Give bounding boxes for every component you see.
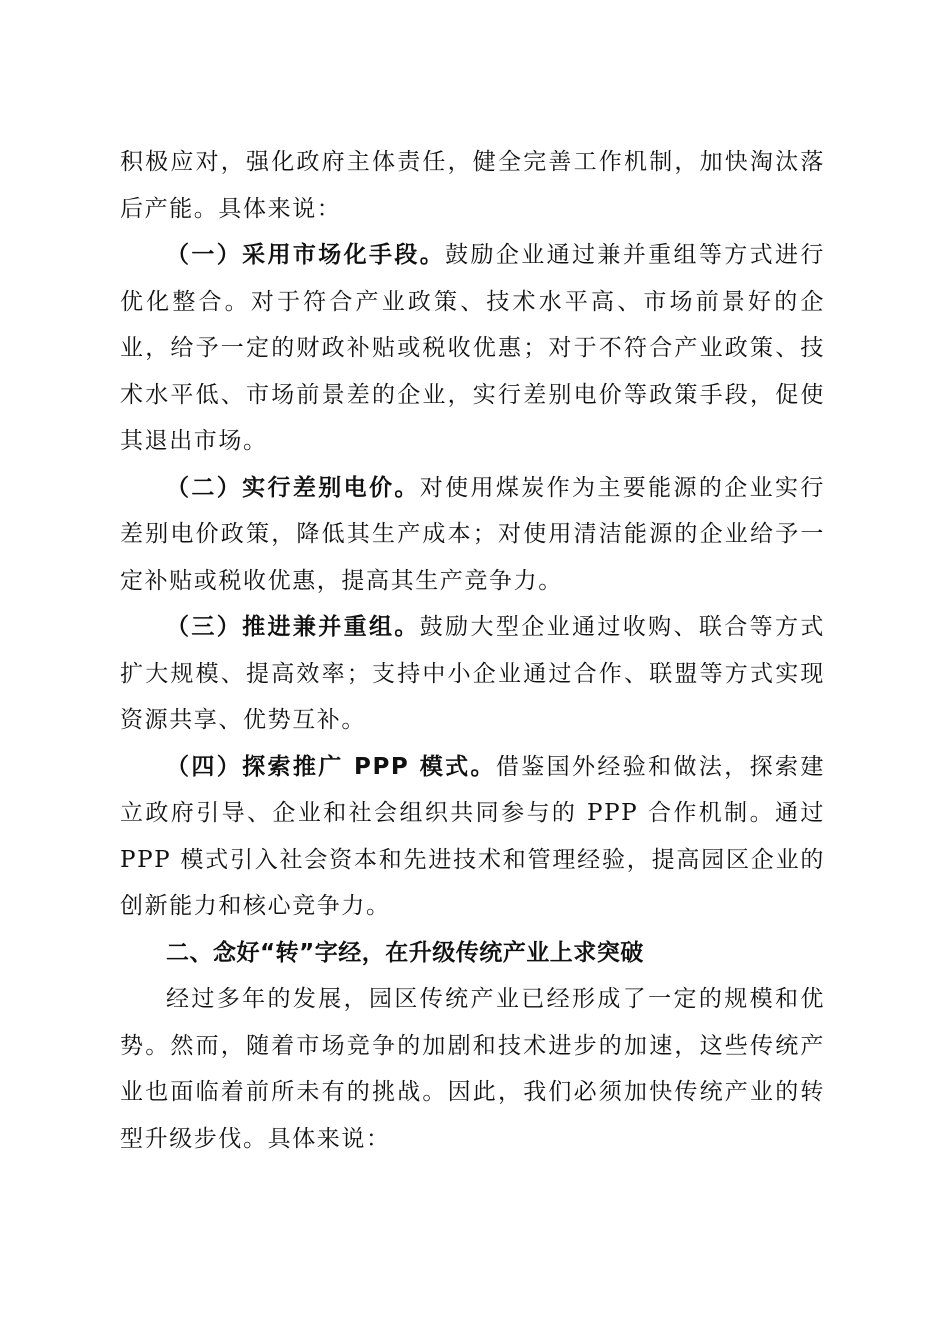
intro-paragraph: 积极应对，强化政府主体责任，健全完善工作机制，加快淘汰落后产能。具体来说： xyxy=(120,149,825,222)
item-heading-2: （二）实行差别电价。 xyxy=(166,474,420,501)
item-body-1: 鼓励企业通过兼并重组等方式进行优化整合。对于符合产业政策、技术水平高、市场前景好的企业，给予一定的财政补贴或税收优惠；对于不符合产业政策、技术水平低、市场前景差的企业，实行差别电价等政策手段，促使其退出市场。 xyxy=(120,242,825,454)
item-body-4: 借鉴国外经验和做法，探索建立政府引导、企业和社会组织共同参与的 PPP 合作机制。通过 PPP 模式引入社会资本和先进技术和管理经验，提高园区企业的创新能力和核心竞争力。 xyxy=(120,753,825,919)
item-paragraph-1 xyxy=(120,232,825,465)
item-paragraph-4 xyxy=(120,744,825,930)
section-heading: 二、念好“转”字经，在升级传统产业上求突破 xyxy=(166,939,644,966)
item-body-2: 对使用煤炭作为主要能源的企业实行差别电价政策，降低其生产成本；对使用清洁能源的企业给予一定补贴或税收优惠，提高其生产竞争力。 xyxy=(120,474,825,594)
document-body xyxy=(120,139,825,1162)
section-paragraph: 经过多年的发展，园区传统产业已经形成了一定的规模和优势。然而，随着市场竞争的加剧和技术进步的加速，这些传统产业也面临着前所未有的挑战。因此，我们必须加快传统产业的转型升级步伐。具体来说： xyxy=(120,986,825,1152)
item-paragraph-3 xyxy=(120,604,825,744)
item-heading-4: （四）探索推广 PPP 模式。 xyxy=(166,753,496,780)
item-paragraph-2 xyxy=(120,465,825,605)
item-body-3: 鼓励大型企业通过收购、联合等方式扩大规模、提高效率；支持中小企业通过合作、联盟等方式实现资源共享、优势互补。 xyxy=(120,614,825,733)
item-heading-1: （一）采用市场化手段。 xyxy=(166,242,446,268)
item-heading-3: （三）推进兼并重组。 xyxy=(166,614,420,640)
